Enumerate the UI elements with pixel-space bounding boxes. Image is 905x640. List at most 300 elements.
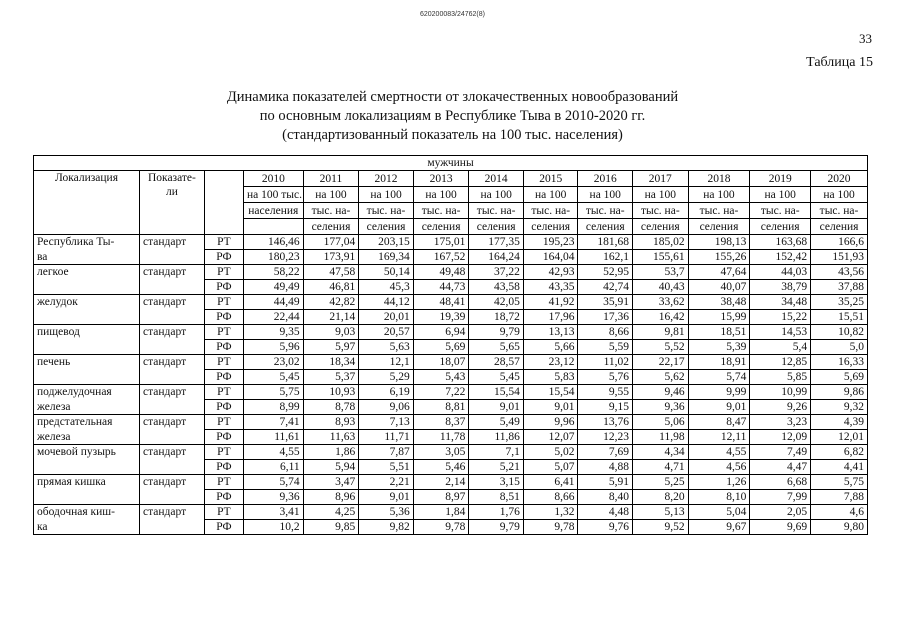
unit-header: селения (303, 219, 359, 235)
value-cell: 49,49 (243, 280, 303, 295)
value-cell: 2,14 (413, 475, 469, 490)
value-cell: 16,33 (811, 355, 868, 370)
value-cell: 35,25 (811, 295, 868, 310)
value-cell: 28,57 (469, 355, 524, 370)
value-cell: 5,75 (243, 385, 303, 400)
indicator-name (140, 250, 205, 265)
localization-name: желудок (34, 295, 140, 310)
unit-header: тыс. на- (688, 203, 750, 219)
value-cell: 10,2 (243, 520, 303, 535)
value-cell: 5,65 (469, 340, 524, 355)
value-cell: 8,99 (243, 400, 303, 415)
localization-name: ва (34, 250, 140, 265)
value-cell: 15,99 (688, 310, 750, 325)
region-label: РТ (204, 295, 243, 310)
unit-header: селения (413, 219, 469, 235)
value-cell: 3,47 (303, 475, 359, 490)
indicator-name: стандарт (140, 235, 205, 250)
value-cell: 7,41 (243, 415, 303, 430)
value-cell: 33,62 (633, 295, 689, 310)
value-cell: 11,78 (413, 430, 469, 445)
value-cell: 35,91 (578, 295, 633, 310)
localization-name: прямая кишка (34, 475, 140, 490)
value-cell: 9,80 (811, 520, 868, 535)
value-cell: 11,98 (633, 430, 689, 445)
localization-name: поджелудочная (34, 385, 140, 400)
value-cell: 5,91 (578, 475, 633, 490)
value-cell: 9,52 (633, 520, 689, 535)
value-cell: 11,61 (243, 430, 303, 445)
value-cell: 15,54 (469, 385, 524, 400)
table-row (34, 265, 868, 280)
value-cell: 4,25 (303, 505, 359, 520)
value-cell: 5,62 (633, 370, 689, 385)
value-cell: 7,88 (811, 490, 868, 505)
value-cell: 43,58 (469, 280, 524, 295)
value-cell: 20,57 (359, 325, 414, 340)
value-cell: 185,02 (633, 235, 689, 250)
value-cell: 5,25 (633, 475, 689, 490)
value-cell: 7,87 (359, 445, 414, 460)
value-cell: 181,68 (578, 235, 633, 250)
table-row (34, 445, 868, 460)
localization-name: легкое (34, 265, 140, 280)
region-label: РТ (204, 385, 243, 400)
value-cell: 5,46 (413, 460, 469, 475)
region-label: РФ (204, 430, 243, 445)
value-cell: 5,69 (811, 370, 868, 385)
value-cell: 9,01 (469, 400, 524, 415)
unit-header: тыс. на- (633, 203, 689, 219)
unit-header: тыс. на- (578, 203, 633, 219)
value-cell: 3,15 (469, 475, 524, 490)
localization-name (34, 280, 140, 295)
value-cell: 198,13 (688, 235, 750, 250)
value-cell: 15,54 (523, 385, 578, 400)
value-cell: 4,39 (811, 415, 868, 430)
value-cell: 4,55 (688, 445, 750, 460)
unit-header: селения (578, 219, 633, 235)
value-cell: 5,63 (359, 340, 414, 355)
region-label: РФ (204, 340, 243, 355)
unit-header: на 100 (688, 187, 750, 203)
indicator-name: стандарт (140, 475, 205, 490)
value-cell: 5,59 (578, 340, 633, 355)
value-cell: 151,93 (811, 250, 868, 265)
value-cell: 18,91 (688, 355, 750, 370)
region-label: РФ (204, 520, 243, 535)
value-cell: 5,36 (359, 505, 414, 520)
sex-band-label: мужчины (34, 156, 868, 171)
value-cell: 12,85 (750, 355, 811, 370)
value-cell: 4,6 (811, 505, 868, 520)
value-cell: 5,74 (688, 370, 750, 385)
region-label: РФ (204, 370, 243, 385)
value-cell: 12,09 (750, 430, 811, 445)
value-cell: 155,61 (633, 250, 689, 265)
value-cell: 9,32 (811, 400, 868, 415)
value-cell: 175,01 (413, 235, 469, 250)
value-cell: 11,71 (359, 430, 414, 445)
value-cell: 3,23 (750, 415, 811, 430)
year-header: 2012 (359, 171, 414, 187)
value-cell: 41,92 (523, 295, 578, 310)
value-cell: 162,1 (578, 250, 633, 265)
value-cell: 5,76 (578, 370, 633, 385)
value-cell: 155,26 (688, 250, 750, 265)
value-cell: 9,85 (303, 520, 359, 535)
value-cell: 7,13 (359, 415, 414, 430)
year-header: 2011 (303, 171, 359, 187)
indicator-name (140, 400, 205, 415)
value-cell: 4,56 (688, 460, 750, 475)
unit-header: селения (750, 219, 811, 235)
value-cell: 44,73 (413, 280, 469, 295)
year-header: 2016 (578, 171, 633, 187)
value-cell: 9,67 (688, 520, 750, 535)
value-cell: 8,78 (303, 400, 359, 415)
value-cell: 58,22 (243, 265, 303, 280)
table-row (34, 520, 868, 535)
value-cell: 2,21 (359, 475, 414, 490)
indicator-name (140, 460, 205, 475)
value-cell: 5,69 (413, 340, 469, 355)
value-cell: 8,66 (523, 490, 578, 505)
unit-header: тыс. на- (413, 203, 469, 219)
value-cell: 8,47 (688, 415, 750, 430)
value-cell: 5,97 (303, 340, 359, 355)
value-cell: 47,58 (303, 265, 359, 280)
value-cell: 18,51 (688, 325, 750, 340)
value-cell: 173,91 (303, 250, 359, 265)
value-cell: 50,14 (359, 265, 414, 280)
table-row (34, 490, 868, 505)
indicator-name (140, 490, 205, 505)
unit-header: селения (523, 219, 578, 235)
indicator-name (140, 340, 205, 355)
year-header: 2019 (750, 171, 811, 187)
value-cell: 10,99 (750, 385, 811, 400)
value-cell: 12,1 (359, 355, 414, 370)
value-cell: 4,88 (578, 460, 633, 475)
value-cell: 18,34 (303, 355, 359, 370)
value-cell: 23,02 (243, 355, 303, 370)
value-cell: 5,75 (811, 475, 868, 490)
table-row (34, 310, 868, 325)
table-row (34, 460, 868, 475)
value-cell: 8,96 (303, 490, 359, 505)
table-row (34, 400, 868, 415)
localization-name: железа (34, 400, 140, 415)
indicator-name: стандарт (140, 325, 205, 340)
localization-name: ободочная киш- (34, 505, 140, 520)
document-code: 620200083/24762(8) (419, 11, 485, 18)
value-cell: 42,05 (469, 295, 524, 310)
region-label: РФ (204, 460, 243, 475)
value-cell: 164,04 (523, 250, 578, 265)
value-cell: 37,22 (469, 265, 524, 280)
value-cell: 18,07 (413, 355, 469, 370)
year-header: 2015 (523, 171, 578, 187)
value-cell: 5,52 (633, 340, 689, 355)
value-cell: 5,83 (523, 370, 578, 385)
unit-header: селения (359, 219, 414, 235)
value-cell: 21,14 (303, 310, 359, 325)
title-line: Динамика показателей смертности от злокачественных новообразований (226, 89, 679, 105)
value-cell: 2,05 (750, 505, 811, 520)
year-header: 2013 (413, 171, 469, 187)
value-cell: 7,49 (750, 445, 811, 460)
unit-header: селения (688, 219, 750, 235)
unit-header (243, 219, 303, 235)
value-cell: 20,01 (359, 310, 414, 325)
value-cell: 44,03 (750, 265, 811, 280)
unit-header: тыс. на- (303, 203, 359, 219)
value-cell: 9,35 (243, 325, 303, 340)
value-cell: 1,84 (413, 505, 469, 520)
indicator-name: стандарт (140, 295, 205, 310)
value-cell: 167,52 (413, 250, 469, 265)
value-cell: 8,20 (633, 490, 689, 505)
value-cell: 177,35 (469, 235, 524, 250)
title-line: (стандартизованный показатель на 100 тыс. населения) (282, 127, 623, 143)
value-cell: 180,23 (243, 250, 303, 265)
table-number: Таблица 15 (806, 55, 873, 70)
value-cell: 44,49 (243, 295, 303, 310)
indicator-name (140, 430, 205, 445)
header-indicator (140, 171, 205, 235)
value-cell: 7,1 (469, 445, 524, 460)
value-cell: 6,11 (243, 460, 303, 475)
value-cell: 43,56 (811, 265, 868, 280)
value-cell: 1,76 (469, 505, 524, 520)
value-cell: 9,76 (578, 520, 633, 535)
value-cell: 17,96 (523, 310, 578, 325)
value-cell: 47,64 (688, 265, 750, 280)
unit-header: селения (811, 219, 868, 235)
value-cell: 7,69 (578, 445, 633, 460)
value-cell: 11,86 (469, 430, 524, 445)
value-cell: 43,35 (523, 280, 578, 295)
value-cell: 22,17 (633, 355, 689, 370)
value-cell: 7,22 (413, 385, 469, 400)
value-cell: 5,94 (303, 460, 359, 475)
value-cell: 9,01 (688, 400, 750, 415)
value-cell: 5,43 (413, 370, 469, 385)
value-cell: 8,66 (578, 325, 633, 340)
value-cell: 146,46 (243, 235, 303, 250)
unit-header: на 100 (469, 187, 524, 203)
value-cell: 9,36 (633, 400, 689, 415)
value-cell: 166,6 (811, 235, 868, 250)
unit-header: на 100 (413, 187, 469, 203)
unit-header: на 100 тыс. (243, 187, 303, 203)
unit-header: селения (469, 219, 524, 235)
localization-name: ка (34, 520, 140, 535)
value-cell: 4,71 (633, 460, 689, 475)
value-cell: 9,06 (359, 400, 414, 415)
indicator-name: стандарт (140, 385, 205, 400)
value-cell: 22,44 (243, 310, 303, 325)
value-cell: 13,13 (523, 325, 578, 340)
year-header: 2010 (243, 171, 303, 187)
region-label: РФ (204, 490, 243, 505)
value-cell: 9,01 (359, 490, 414, 505)
value-cell: 8,51 (469, 490, 524, 505)
table-row (34, 235, 868, 250)
value-cell: 5,49 (469, 415, 524, 430)
table-row (34, 355, 868, 370)
value-cell: 4,55 (243, 445, 303, 460)
value-cell: 9,36 (243, 490, 303, 505)
unit-header: на 100 (633, 187, 689, 203)
indicator-name: стандарт (140, 355, 205, 370)
value-cell: 5,13 (633, 505, 689, 520)
value-cell: 164,24 (469, 250, 524, 265)
value-cell: 5,45 (469, 370, 524, 385)
region-label: РТ (204, 445, 243, 460)
value-cell: 8,93 (303, 415, 359, 430)
localization-name (34, 370, 140, 385)
unit-header: тыс. на- (469, 203, 524, 219)
value-cell: 169,34 (359, 250, 414, 265)
year-header: 2017 (633, 171, 689, 187)
unit-header: на 100 (578, 187, 633, 203)
table-row (34, 370, 868, 385)
value-cell: 5,51 (359, 460, 414, 475)
unit-header: тыс. на- (750, 203, 811, 219)
value-cell: 5,06 (633, 415, 689, 430)
value-cell: 1,86 (303, 445, 359, 460)
value-cell: 15,51 (811, 310, 868, 325)
page-number: 33 (859, 31, 872, 46)
value-cell: 3,41 (243, 505, 303, 520)
table-row (34, 415, 868, 430)
value-cell: 9,01 (523, 400, 578, 415)
value-cell: 40,07 (688, 280, 750, 295)
year-header: 2018 (688, 171, 750, 187)
header-indicator-line: ли (165, 186, 178, 198)
localization-name (34, 340, 140, 355)
value-cell: 9,78 (413, 520, 469, 535)
value-cell: 14,53 (750, 325, 811, 340)
value-cell: 48,41 (413, 295, 469, 310)
value-cell: 6,41 (523, 475, 578, 490)
unit-header: на 100 (750, 187, 811, 203)
value-cell: 42,82 (303, 295, 359, 310)
table-row (34, 250, 868, 265)
table-title (0, 88, 905, 145)
value-cell: 7,99 (750, 490, 811, 505)
localization-name (34, 460, 140, 475)
table-row (34, 385, 868, 400)
value-cell: 5,37 (303, 370, 359, 385)
value-cell: 8,81 (413, 400, 469, 415)
value-cell: 9,79 (469, 520, 524, 535)
value-cell: 5,4 (750, 340, 811, 355)
value-cell: 44,12 (359, 295, 414, 310)
indicator-name (140, 370, 205, 385)
value-cell: 8,40 (578, 490, 633, 505)
value-cell: 4,34 (633, 445, 689, 460)
region-label: РФ (204, 400, 243, 415)
value-cell: 5,85 (750, 370, 811, 385)
value-cell: 6,19 (359, 385, 414, 400)
value-cell: 11,63 (303, 430, 359, 445)
value-cell: 9,78 (523, 520, 578, 535)
value-cell: 9,79 (469, 325, 524, 340)
value-cell: 9,46 (633, 385, 689, 400)
value-cell: 19,39 (413, 310, 469, 325)
value-cell: 38,48 (688, 295, 750, 310)
region-label: РТ (204, 355, 243, 370)
unit-header: селения (633, 219, 689, 235)
value-cell: 38,79 (750, 280, 811, 295)
value-cell: 5,29 (359, 370, 414, 385)
table-row (34, 340, 868, 355)
unit-header: на 100 (523, 187, 578, 203)
region-label: РТ (204, 325, 243, 340)
value-cell: 163,68 (750, 235, 811, 250)
value-cell: 18,72 (469, 310, 524, 325)
value-cell: 6,82 (811, 445, 868, 460)
value-cell: 6,94 (413, 325, 469, 340)
region-label: РФ (204, 310, 243, 325)
value-cell: 10,82 (811, 325, 868, 340)
table-row (34, 475, 868, 490)
localization-name: Республика Ты- (34, 235, 140, 250)
value-cell: 177,04 (303, 235, 359, 250)
value-cell: 9,86 (811, 385, 868, 400)
value-cell: 9,55 (578, 385, 633, 400)
unit-header: населения (243, 203, 303, 219)
unit-header: тыс. на- (359, 203, 414, 219)
value-cell: 53,7 (633, 265, 689, 280)
indicator-name (140, 310, 205, 325)
value-cell: 52,95 (578, 265, 633, 280)
value-cell: 11,02 (578, 355, 633, 370)
unit-header: на 100 (359, 187, 414, 203)
value-cell: 45,3 (359, 280, 414, 295)
unit-header: тыс. на- (523, 203, 578, 219)
unit-header: на 100 (303, 187, 359, 203)
header-localization: Локализация (34, 171, 140, 235)
indicator-name (140, 280, 205, 295)
value-cell: 3,05 (413, 445, 469, 460)
value-cell: 15,22 (750, 310, 811, 325)
value-cell: 5,74 (243, 475, 303, 490)
value-cell: 9,81 (633, 325, 689, 340)
region-label: РТ (204, 505, 243, 520)
localization-name: печень (34, 355, 140, 370)
table-row (34, 280, 868, 295)
value-cell: 10,93 (303, 385, 359, 400)
header-indicator-line: Показате- (147, 172, 196, 184)
mortality-table (33, 155, 868, 535)
value-cell: 40,43 (633, 280, 689, 295)
value-cell: 152,42 (750, 250, 811, 265)
table-row (34, 430, 868, 445)
value-cell: 195,23 (523, 235, 578, 250)
region-label: РФ (204, 280, 243, 295)
localization-name: мочевой пузырь (34, 445, 140, 460)
header-region-blank (204, 171, 243, 235)
year-header: 2020 (811, 171, 868, 187)
value-cell: 17,36 (578, 310, 633, 325)
value-cell: 1,26 (688, 475, 750, 490)
value-cell: 8,37 (413, 415, 469, 430)
indicator-name (140, 520, 205, 535)
